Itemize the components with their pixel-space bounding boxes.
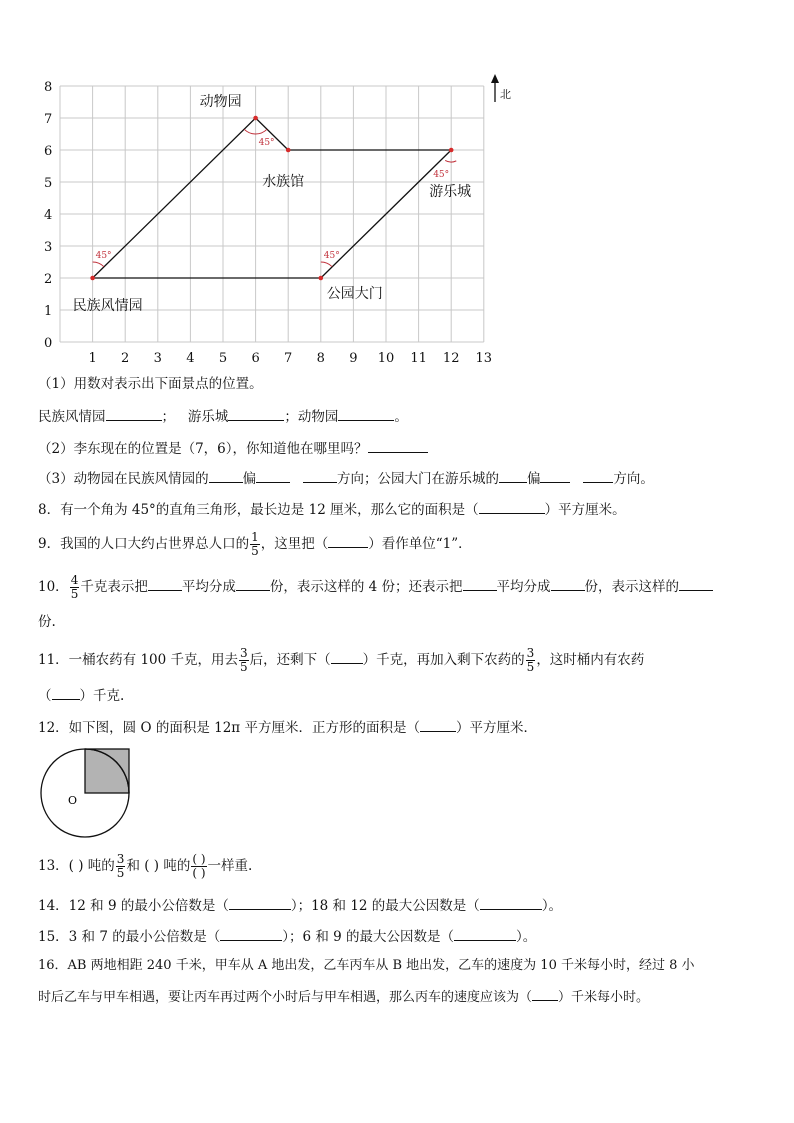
q1-blank-a[interactable] xyxy=(106,406,162,421)
x-tick-label: 3 xyxy=(153,351,162,366)
q10-text-2: 平均分成 xyxy=(181,579,236,595)
q15-blank-2[interactable] xyxy=(454,926,516,941)
q11-line2 xyxy=(38,685,758,706)
angle-arc-gate xyxy=(321,262,332,267)
map-svg xyxy=(30,70,530,370)
q9-fraction xyxy=(250,531,260,558)
q3-blank-6[interactable] xyxy=(583,468,613,483)
q14-text-2: ）；18 和 12 的最大公因数是（ xyxy=(290,898,480,914)
place-point xyxy=(319,276,324,281)
circle-square-svg xyxy=(36,748,146,848)
x-tick-label: 4 xyxy=(186,351,195,366)
x-tick-label: 9 xyxy=(349,351,358,366)
q11-frac2-den: 5 xyxy=(526,660,535,674)
y-tick-label: 7 xyxy=(44,112,53,127)
angle-label: 45° xyxy=(433,170,450,180)
q1-end: 。 xyxy=(394,409,408,425)
x-tick-label: 11 xyxy=(410,351,427,366)
x-tick-label: 8 xyxy=(316,351,325,366)
q13-text-3: 一样重. xyxy=(207,858,253,874)
q10-text-1: 千克表示把 xyxy=(80,579,148,595)
q2-blank[interactable] xyxy=(368,438,428,453)
x-tick-label: 5 xyxy=(218,351,228,366)
q9-frac-den: 5 xyxy=(251,544,259,558)
q3-text-5: 方向。 xyxy=(613,471,654,487)
q12-text-2: ）平方厘米． xyxy=(455,720,537,736)
x-tick-label: 12 xyxy=(442,351,460,366)
q15-text-2: ）；6 和 9 的最大公因数是（ xyxy=(282,929,455,945)
q11 xyxy=(38,643,758,677)
q9 xyxy=(38,527,758,561)
q3-blank-5[interactable] xyxy=(540,468,570,483)
x-tick-label: 7 xyxy=(284,351,293,366)
place-label: 水族馆 xyxy=(262,174,305,190)
q9-text-2: ，这里把（ xyxy=(260,536,329,552)
q10-blank-3[interactable] xyxy=(463,576,497,591)
q11-fraction-1 xyxy=(239,647,249,674)
north-arrowhead-icon xyxy=(491,74,499,83)
y-tick-label: 5 xyxy=(44,176,53,191)
y-tick-label: 0 xyxy=(44,336,53,351)
q13-fraction-1 xyxy=(116,853,126,880)
q3-blank-2[interactable] xyxy=(256,468,290,483)
q15-text-3: ）。 xyxy=(516,929,537,945)
q14-text-3: ）。 xyxy=(541,898,563,914)
q10-text-4: 平均分成 xyxy=(496,579,551,595)
north-label: 北 xyxy=(500,88,511,101)
q15-blank-1[interactable] xyxy=(220,926,282,941)
q1-label-b: 游乐城 xyxy=(187,409,229,425)
angle-arc-minzu xyxy=(93,262,104,267)
q16-line2 xyxy=(38,986,758,1008)
circle-center-label: O xyxy=(68,794,78,807)
q12-text-1: 12．如下图，圆 O 的面积是 12π 平方厘米．正方形的面积是（ xyxy=(38,720,420,736)
q13-frac2-den: ( ) xyxy=(192,866,206,880)
q11-text-2: 后，还剩下（ xyxy=(249,652,331,668)
q13-text-1: 13．( ) 吨的 xyxy=(38,858,115,874)
q11-text-1: 11．一桶农药有 100 千克，用去 xyxy=(38,652,239,668)
q1-answers xyxy=(38,406,758,427)
q13-frac1-num: 3 xyxy=(116,852,125,866)
circle-square-figure xyxy=(36,748,146,848)
q14 xyxy=(38,895,758,916)
q9-text-1: 9．我国的人口大约占世界总人口的 xyxy=(38,536,250,552)
q11-frac1-den: 5 xyxy=(240,660,248,674)
place-label: 动物园 xyxy=(199,94,242,110)
q10-blank-5[interactable] xyxy=(679,576,713,591)
q3-blank-1[interactable] xyxy=(209,468,243,483)
x-tick-label: 2 xyxy=(121,351,130,366)
q15 xyxy=(38,926,758,947)
q14-blank-2[interactable] xyxy=(480,895,542,910)
q11-fraction-2 xyxy=(526,647,536,674)
q14-blank-1[interactable] xyxy=(229,895,291,910)
q9-text-3: ）看作单位“1”． xyxy=(368,536,472,552)
x-tick-label: 13 xyxy=(475,351,493,366)
q8-text-1: 8．有一个角为 45°的直角三角形，最长边是 12 厘米，那么它的面积是（ xyxy=(38,502,479,518)
q14-text-1: 14．12 和 9 的最小公倍数是（ xyxy=(38,898,229,914)
q3 xyxy=(38,468,758,489)
q3-text-4: 偏 xyxy=(526,471,541,487)
route-line xyxy=(93,118,256,278)
q10-fraction xyxy=(70,574,80,601)
q13-frac1-den: 5 xyxy=(116,866,125,880)
place-label: 公园大门 xyxy=(326,286,383,302)
q8 xyxy=(38,499,758,520)
q10-frac-den: 5 xyxy=(70,587,79,601)
place-point xyxy=(90,276,95,281)
place-point xyxy=(449,148,454,153)
q15-text-1: 15．3 和 7 的最小公倍数是（ xyxy=(38,929,221,945)
q9-blank[interactable] xyxy=(328,533,368,548)
q3-blank-4[interactable] xyxy=(499,468,527,483)
x-tick-label: 10 xyxy=(377,351,395,366)
q10-blank-4[interactable] xyxy=(551,576,585,591)
place-label: 游乐城 xyxy=(429,184,472,200)
q10-text-3: 份，表示这样的 4 份；还表示把 xyxy=(269,579,463,595)
q11-frac1-num: 3 xyxy=(240,646,248,660)
q1-blank-b[interactable] xyxy=(228,406,284,421)
q10-blank-1[interactable] xyxy=(148,576,182,591)
angle-label: 45° xyxy=(323,251,340,261)
q2-text: （2）李东现在的位置是（7，6），你知道他在哪里吗？ xyxy=(38,441,368,457)
q11-blank-2[interactable] xyxy=(52,685,80,700)
y-tick-label: 3 xyxy=(44,240,53,255)
q16-text-2: ）千米每小时。 xyxy=(558,990,650,1005)
place-point xyxy=(286,148,291,153)
y-tick-label: 8 xyxy=(44,80,53,95)
y-tick-label: 2 xyxy=(44,272,53,287)
q8-text-2: ）平方厘米。 xyxy=(544,502,626,518)
q3-text-2: 偏 xyxy=(242,471,257,487)
q2 xyxy=(38,438,758,459)
q12-blank[interactable] xyxy=(420,717,456,732)
q1-label-a: 民族风情园 xyxy=(38,409,106,425)
q1-title: （1）用数对表示出下面景点的位置。 xyxy=(38,376,263,392)
q1-blank-c[interactable] xyxy=(338,406,394,421)
q10-blank-2[interactable] xyxy=(236,576,270,591)
q11-text-5: ）千克. xyxy=(79,688,125,704)
q1-sep-a: ； xyxy=(161,409,175,425)
q11-frac2-num: 3 xyxy=(526,646,535,660)
y-tick-label: 4 xyxy=(44,208,53,223)
x-tick-label: 1 xyxy=(88,351,97,366)
q13-text-2: 和 ( ) 吨的 xyxy=(126,858,191,874)
y-tick-label: 1 xyxy=(44,304,53,319)
angle-label: 45° xyxy=(95,251,112,261)
q13-frac2-num: ( ) xyxy=(192,852,206,866)
q10-line2: 份. xyxy=(38,614,56,630)
q11-text-4: ，这时桶内有农药 xyxy=(536,652,645,668)
angle-label: 45° xyxy=(258,138,275,148)
q11-paren-open: （ xyxy=(38,688,52,704)
q10-frac-num: 4 xyxy=(70,573,79,587)
q3-blank-3[interactable] xyxy=(303,468,337,483)
q9-frac-num: 1 xyxy=(251,530,259,544)
coordinate-map xyxy=(30,70,530,370)
place-point xyxy=(253,116,258,121)
y-tick-label: 6 xyxy=(44,144,53,159)
place-label: 民族风情园 xyxy=(72,298,143,314)
q3-text-3: 方向；公园大门在游乐城的 xyxy=(336,471,499,487)
q11-text-3: ）千克，再加入剩下农药的 xyxy=(362,652,525,668)
q10 xyxy=(38,570,758,604)
q10-text-5: 份，表示这样的 xyxy=(584,579,679,595)
q11-blank-1[interactable] xyxy=(331,649,363,664)
x-tick-label: 6 xyxy=(251,351,260,366)
q12 xyxy=(38,717,758,738)
q16-line1: 16．AB 两地相距 240 千米，甲车从 A 地出发，乙车丙车从 B 地出发，乙车的速度为 10 千米每小时，经过 8 小 xyxy=(38,958,695,973)
q10-number: 10． xyxy=(38,579,69,595)
q16-text-1: 时后乙车与甲车相遇，要让丙车再过两个小时后与甲车相遇，那么丙车的速度应该为（ xyxy=(38,990,533,1005)
q13 xyxy=(38,849,758,883)
q3-text-1: （3）动物园在民族风情园的 xyxy=(38,471,209,487)
q8-blank[interactable] xyxy=(479,499,545,514)
q16-blank[interactable] xyxy=(532,986,558,1001)
q13-fraction-2 xyxy=(191,853,206,880)
q1-label-c: ；动物园 xyxy=(284,409,339,425)
